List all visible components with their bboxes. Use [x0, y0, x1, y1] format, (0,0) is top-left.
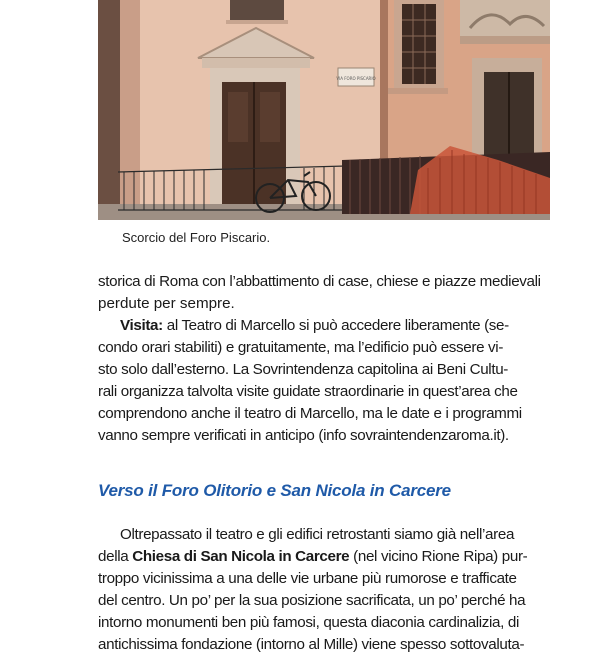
paragraph-line: perdute per sempre.	[98, 295, 235, 312]
paragraph-line	[98, 315, 550, 337]
visit-label: Visita:	[120, 317, 163, 334]
church-name: Chiesa di San Nicola in Carcere	[132, 548, 350, 565]
photo-foro-piscario	[98, 0, 550, 220]
paragraph-line: intorno monumenti ben più famosi, questa diaconia cardinalizia, di	[98, 614, 519, 631]
paragraph-line: comprendono anche il teatro di Marcello, ma le date e i programmi	[98, 405, 522, 422]
section-heading: Verso il Foro Olitorio e San Nicola in Carcere	[98, 481, 451, 500]
paragraph-text: della	[98, 548, 133, 565]
paragraph-line: antichissima fondazione (intorno al Mille) viene spesso sottovaluta-	[98, 636, 525, 653]
paragraph-line: del centro. Un po’ per la sua posizione sacrificata, un po’ perché ha	[98, 592, 526, 609]
paragraph-line: storica di Roma con l’abbattimento di case, chiese e piazze medievali	[98, 273, 541, 290]
paragraph-text: (nel vicino Rione Ripa) pur-	[349, 548, 528, 565]
paragraph-line: condo orari stabiliti) e gratuitamente, ma l’edificio può essere vi-	[98, 339, 504, 356]
paragraph-text: al Teatro di Marcello si può accedere liberamente (se-	[162, 317, 509, 334]
paragraph-line	[98, 546, 550, 568]
paragraph-line: rali organizza talvolta visite guidate straordinarie in quest’area che	[98, 383, 518, 400]
paragraph-line: sto solo dall’esterno. La Sovrintendenza capitolina ai Beni Cultu-	[98, 361, 509, 378]
paragraph-1	[98, 271, 550, 315]
plaque-text: VIA FORO PISCARIO	[336, 76, 376, 81]
paragraph-2	[98, 315, 550, 447]
paragraph-line: Oltrepassato il teatro e gli edifici retrostanti siamo già nell’area	[120, 526, 515, 543]
paragraph-line: troppo vicinissima a una delle vie urbane più rumorose e trafficate	[98, 570, 517, 587]
paragraph-3	[98, 524, 550, 656]
paragraph-line: vanno sempre verificati in anticipo (info sovraintendenzaroma.it).	[98, 427, 509, 444]
figure-caption: Scorcio del Foro Piscario.	[122, 230, 271, 245]
